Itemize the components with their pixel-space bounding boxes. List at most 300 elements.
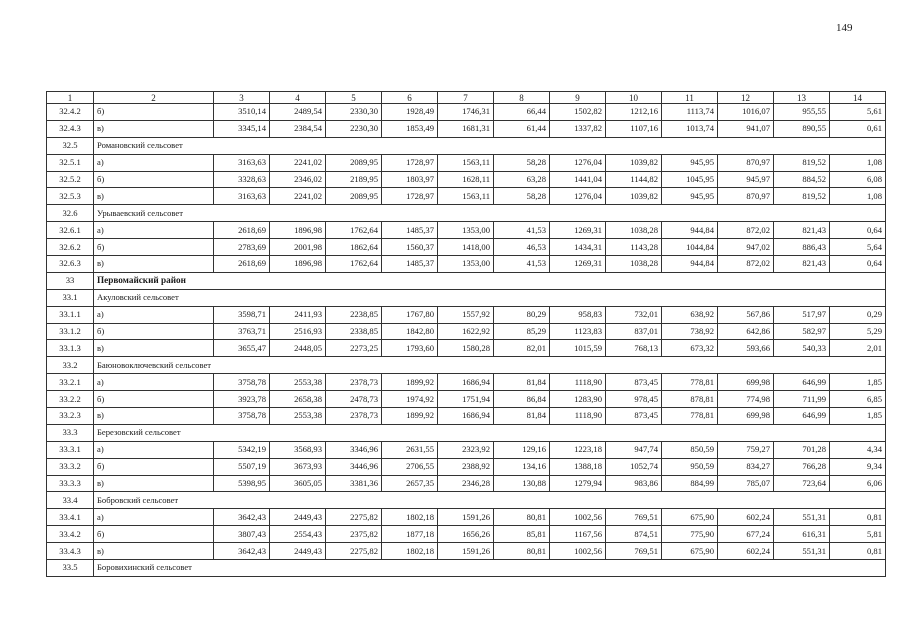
- value-cell: 6,85: [830, 391, 886, 408]
- value-cell: 870,97: [718, 188, 774, 205]
- value-cell: 1039,82: [606, 154, 662, 171]
- value-cell: 834,27: [718, 458, 774, 475]
- value-cell: 66,44: [494, 104, 550, 121]
- value-cell: 80,81: [494, 543, 550, 560]
- column-header: 7: [438, 92, 494, 104]
- table-row: [47, 526, 886, 543]
- value-cell: 738,92: [662, 323, 718, 340]
- value-cell: 711,99: [774, 391, 830, 408]
- value-cell: 1485,37: [382, 256, 438, 273]
- value-cell: 2001,98: [270, 239, 326, 256]
- value-cell: 3446,96: [326, 458, 382, 475]
- value-cell: 1434,31: [550, 239, 606, 256]
- value-cell: 517,97: [774, 306, 830, 323]
- value-cell: 642,86: [718, 323, 774, 340]
- table-row: [47, 239, 886, 256]
- value-cell: 759,27: [718, 441, 774, 458]
- value-cell: 890,55: [774, 120, 830, 137]
- value-cell: 1746,31: [438, 104, 494, 121]
- row-code: 33.2.3: [47, 408, 94, 425]
- value-cell: 1039,82: [606, 188, 662, 205]
- value-cell: 602,24: [718, 509, 774, 526]
- value-cell: 582,97: [774, 323, 830, 340]
- value-cell: 785,07: [718, 475, 774, 492]
- table-header-row: [47, 92, 886, 104]
- row-variant: в): [94, 475, 214, 492]
- value-cell: 2384,54: [270, 120, 326, 137]
- value-cell: 886,43: [774, 239, 830, 256]
- tariff-table: [46, 91, 886, 577]
- value-cell: 2241,02: [270, 154, 326, 171]
- value-cell: 819,52: [774, 154, 830, 171]
- table-row: [47, 340, 886, 357]
- column-header: 13: [774, 92, 830, 104]
- value-cell: 5,81: [830, 526, 886, 543]
- value-cell: 3598,71: [214, 306, 270, 323]
- value-cell: 593,66: [718, 340, 774, 357]
- value-cell: 6,06: [830, 475, 886, 492]
- value-cell: 1,85: [830, 408, 886, 425]
- row-variant: б): [94, 526, 214, 543]
- value-cell: 1441,04: [550, 171, 606, 188]
- table-row: [47, 441, 886, 458]
- value-cell: 873,45: [606, 374, 662, 391]
- value-cell: 5,29: [830, 323, 886, 340]
- value-cell: 837,01: [606, 323, 662, 340]
- value-cell: 1485,37: [382, 222, 438, 239]
- value-cell: 1802,18: [382, 509, 438, 526]
- value-cell: 944,84: [662, 256, 718, 273]
- value-cell: 5507,19: [214, 458, 270, 475]
- value-cell: 2273,25: [326, 340, 382, 357]
- value-cell: 872,02: [718, 222, 774, 239]
- value-cell: 1928,49: [382, 104, 438, 121]
- value-cell: 1803,97: [382, 171, 438, 188]
- value-cell: 1143,28: [606, 239, 662, 256]
- value-cell: 768,13: [606, 340, 662, 357]
- row-code: 33.5: [47, 560, 94, 577]
- value-cell: 2478,73: [326, 391, 382, 408]
- value-cell: 1269,31: [550, 222, 606, 239]
- value-cell: 2089,95: [326, 154, 382, 171]
- section-title: Акуловский сельсовет: [94, 289, 886, 306]
- value-cell: 1557,92: [438, 306, 494, 323]
- value-cell: 1038,28: [606, 222, 662, 239]
- value-cell: 3163,63: [214, 188, 270, 205]
- value-cell: 9,34: [830, 458, 886, 475]
- district-heading-row: [47, 272, 886, 289]
- section-title: Баюновоключевский сельсовет: [94, 357, 886, 374]
- row-code: 33.4: [47, 492, 94, 509]
- value-cell: 616,31: [774, 526, 830, 543]
- table-row: [47, 222, 886, 239]
- value-cell: 85,29: [494, 323, 550, 340]
- table-row: [47, 306, 886, 323]
- value-cell: 129,16: [494, 441, 550, 458]
- value-cell: 1016,07: [718, 104, 774, 121]
- value-cell: 1762,64: [326, 256, 382, 273]
- value-cell: 2388,92: [438, 458, 494, 475]
- value-cell: 2189,95: [326, 171, 382, 188]
- value-cell: 1656,26: [438, 526, 494, 543]
- column-header: 11: [662, 92, 718, 104]
- value-cell: 2378,73: [326, 408, 382, 425]
- value-cell: 540,33: [774, 340, 830, 357]
- row-code: 33.2.2: [47, 391, 94, 408]
- row-variant: а): [94, 154, 214, 171]
- table-row: [47, 543, 886, 560]
- value-cell: 58,28: [494, 188, 550, 205]
- row-variant: б): [94, 239, 214, 256]
- value-cell: 2230,30: [326, 120, 382, 137]
- row-variant: а): [94, 509, 214, 526]
- table-row: [47, 374, 886, 391]
- table-row: [47, 154, 886, 171]
- value-cell: 2,01: [830, 340, 886, 357]
- value-cell: 5398,95: [214, 475, 270, 492]
- section-title: Боровихинский сельсовет: [94, 560, 886, 577]
- column-header: 6: [382, 92, 438, 104]
- column-header: 2: [94, 92, 214, 104]
- value-cell: 874,51: [606, 526, 662, 543]
- row-code: 33.3.3: [47, 475, 94, 492]
- value-cell: 1751,94: [438, 391, 494, 408]
- value-cell: 602,24: [718, 543, 774, 560]
- value-cell: 1044,84: [662, 239, 718, 256]
- value-cell: 86,84: [494, 391, 550, 408]
- value-cell: 1276,04: [550, 154, 606, 171]
- value-cell: 2554,43: [270, 526, 326, 543]
- value-cell: 1842,80: [382, 323, 438, 340]
- value-cell: 2375,82: [326, 526, 382, 543]
- value-cell: 675,90: [662, 543, 718, 560]
- row-code: 32.5.3: [47, 188, 94, 205]
- row-code: 33.4.1: [47, 509, 94, 526]
- value-cell: 1269,31: [550, 256, 606, 273]
- value-cell: 0,61: [830, 120, 886, 137]
- value-cell: 2618,69: [214, 256, 270, 273]
- value-cell: 878,81: [662, 391, 718, 408]
- row-variant: в): [94, 543, 214, 560]
- row-code: 33.1.2: [47, 323, 94, 340]
- value-cell: 63,28: [494, 171, 550, 188]
- table-row: [47, 104, 886, 121]
- row-code: 33.1.1: [47, 306, 94, 323]
- row-variant: в): [94, 120, 214, 137]
- value-cell: 3642,43: [214, 509, 270, 526]
- value-cell: 2378,73: [326, 374, 382, 391]
- row-code: 32.6: [47, 205, 94, 222]
- value-cell: 778,81: [662, 374, 718, 391]
- value-cell: 732,01: [606, 306, 662, 323]
- value-cell: 769,51: [606, 543, 662, 560]
- value-cell: 0,29: [830, 306, 886, 323]
- section-row: [47, 424, 886, 441]
- value-cell: 3328,63: [214, 171, 270, 188]
- value-cell: 3345,14: [214, 120, 270, 137]
- row-code: 32.6.3: [47, 256, 94, 273]
- row-variant: в): [94, 408, 214, 425]
- section-title: Березовский сельсовет: [94, 424, 886, 441]
- value-cell: 2346,02: [270, 171, 326, 188]
- value-cell: 3381,36: [326, 475, 382, 492]
- value-cell: 941,07: [718, 120, 774, 137]
- row-code: 32.5: [47, 137, 94, 154]
- value-cell: 1896,98: [270, 222, 326, 239]
- value-cell: 677,24: [718, 526, 774, 543]
- value-cell: 1681,31: [438, 120, 494, 137]
- value-cell: 1113,74: [662, 104, 718, 121]
- row-code: 32.5.2: [47, 171, 94, 188]
- value-cell: 1,08: [830, 188, 886, 205]
- value-cell: 6,08: [830, 171, 886, 188]
- value-cell: 2338,85: [326, 323, 382, 340]
- value-cell: 1337,82: [550, 120, 606, 137]
- value-cell: 3642,43: [214, 543, 270, 560]
- value-cell: 1,85: [830, 374, 886, 391]
- value-cell: 3568,93: [270, 441, 326, 458]
- value-cell: 551,31: [774, 543, 830, 560]
- value-cell: 1223,18: [550, 441, 606, 458]
- value-cell: 2449,43: [270, 509, 326, 526]
- table-row: [47, 256, 886, 273]
- value-cell: 1388,18: [550, 458, 606, 475]
- value-cell: 2238,85: [326, 306, 382, 323]
- value-cell: 2658,38: [270, 391, 326, 408]
- column-header: 3: [214, 92, 270, 104]
- value-cell: 701,28: [774, 441, 830, 458]
- value-cell: 821,43: [774, 256, 830, 273]
- row-variant: в): [94, 188, 214, 205]
- value-cell: 1212,16: [606, 104, 662, 121]
- value-cell: 2631,55: [382, 441, 438, 458]
- value-cell: 646,99: [774, 374, 830, 391]
- value-cell: 1118,90: [550, 374, 606, 391]
- value-cell: 3763,71: [214, 323, 270, 340]
- value-cell: 2618,69: [214, 222, 270, 239]
- value-cell: 0,64: [830, 256, 886, 273]
- value-cell: 2553,38: [270, 374, 326, 391]
- value-cell: 3655,47: [214, 340, 270, 357]
- value-cell: 1038,28: [606, 256, 662, 273]
- value-cell: 2275,82: [326, 509, 382, 526]
- value-cell: 2330,30: [326, 104, 382, 121]
- value-cell: 2346,28: [438, 475, 494, 492]
- value-cell: 0,64: [830, 222, 886, 239]
- row-code: 32.5.1: [47, 154, 94, 171]
- row-variant: а): [94, 374, 214, 391]
- value-cell: 2241,02: [270, 188, 326, 205]
- value-cell: 1283,90: [550, 391, 606, 408]
- value-cell: 2323,92: [438, 441, 494, 458]
- value-cell: 3673,93: [270, 458, 326, 475]
- value-cell: 3758,78: [214, 408, 270, 425]
- value-cell: 3346,96: [326, 441, 382, 458]
- value-cell: 2089,95: [326, 188, 382, 205]
- value-cell: 766,28: [774, 458, 830, 475]
- value-cell: 1144,82: [606, 171, 662, 188]
- value-cell: 5,61: [830, 104, 886, 121]
- value-cell: 819,52: [774, 188, 830, 205]
- value-cell: 950,59: [662, 458, 718, 475]
- row-code: 33.1.3: [47, 340, 94, 357]
- row-code: 33.3.1: [47, 441, 94, 458]
- value-cell: 134,16: [494, 458, 550, 475]
- value-cell: 1628,11: [438, 171, 494, 188]
- value-cell: 3510,14: [214, 104, 270, 121]
- column-header: 9: [550, 92, 606, 104]
- value-cell: 2553,38: [270, 408, 326, 425]
- value-cell: 699,98: [718, 408, 774, 425]
- row-code: 33.3.2: [47, 458, 94, 475]
- value-cell: 1,08: [830, 154, 886, 171]
- table-row: [47, 323, 886, 340]
- value-cell: 673,32: [662, 340, 718, 357]
- column-header: 14: [830, 92, 886, 104]
- value-cell: 1899,92: [382, 374, 438, 391]
- value-cell: 81,84: [494, 374, 550, 391]
- value-cell: 2411,93: [270, 306, 326, 323]
- table-row: [47, 391, 886, 408]
- value-cell: 1118,90: [550, 408, 606, 425]
- table-row: [47, 458, 886, 475]
- value-cell: 1107,16: [606, 120, 662, 137]
- page-number: 149: [836, 22, 853, 34]
- value-cell: 1353,00: [438, 222, 494, 239]
- row-variant: а): [94, 306, 214, 323]
- value-cell: 983,86: [606, 475, 662, 492]
- value-cell: 1580,28: [438, 340, 494, 357]
- row-variant: б): [94, 104, 214, 121]
- table-row: [47, 509, 886, 526]
- section-title: Урываевский сельсовет: [94, 205, 886, 222]
- value-cell: 1045,95: [662, 171, 718, 188]
- row-variant: б): [94, 391, 214, 408]
- value-cell: 0,81: [830, 543, 886, 560]
- value-cell: 1123,83: [550, 323, 606, 340]
- value-cell: 1276,04: [550, 188, 606, 205]
- value-cell: 4,34: [830, 441, 886, 458]
- row-code: 32.4.2: [47, 104, 94, 121]
- row-code: 33.4.2: [47, 526, 94, 543]
- value-cell: 850,59: [662, 441, 718, 458]
- value-cell: 1591,26: [438, 543, 494, 560]
- value-cell: 1767,80: [382, 306, 438, 323]
- value-cell: 5342,19: [214, 441, 270, 458]
- value-cell: 945,95: [662, 154, 718, 171]
- value-cell: 638,92: [662, 306, 718, 323]
- value-cell: 873,45: [606, 408, 662, 425]
- value-cell: 2449,43: [270, 543, 326, 560]
- value-cell: 884,52: [774, 171, 830, 188]
- value-cell: 5,64: [830, 239, 886, 256]
- value-cell: 1353,00: [438, 256, 494, 273]
- value-cell: 1974,92: [382, 391, 438, 408]
- column-header: 12: [718, 92, 774, 104]
- value-cell: 1002,56: [550, 543, 606, 560]
- value-cell: 699,98: [718, 374, 774, 391]
- value-cell: 723,64: [774, 475, 830, 492]
- value-cell: 1622,92: [438, 323, 494, 340]
- value-cell: 1015,59: [550, 340, 606, 357]
- value-cell: 1563,11: [438, 154, 494, 171]
- value-cell: 769,51: [606, 509, 662, 526]
- table-row: [47, 171, 886, 188]
- column-header: 1: [47, 92, 94, 104]
- row-code: 33.4.3: [47, 543, 94, 560]
- section-title: Бобровский сельсовет: [94, 492, 886, 509]
- row-code: 33.2: [47, 357, 94, 374]
- value-cell: 821,43: [774, 222, 830, 239]
- value-cell: 2516,93: [270, 323, 326, 340]
- value-cell: 1762,64: [326, 222, 382, 239]
- value-cell: 958,83: [550, 306, 606, 323]
- value-cell: 1793,60: [382, 340, 438, 357]
- value-cell: 3923,78: [214, 391, 270, 408]
- value-cell: 81,84: [494, 408, 550, 425]
- section-row: [47, 205, 886, 222]
- value-cell: 41,53: [494, 222, 550, 239]
- value-cell: 130,88: [494, 475, 550, 492]
- row-code: 33.3: [47, 424, 94, 441]
- value-cell: 1853,49: [382, 120, 438, 137]
- value-cell: 646,99: [774, 408, 830, 425]
- value-cell: 41,53: [494, 256, 550, 273]
- value-cell: 2657,35: [382, 475, 438, 492]
- column-header: 10: [606, 92, 662, 104]
- value-cell: 675,90: [662, 509, 718, 526]
- value-cell: 1279,94: [550, 475, 606, 492]
- value-cell: 1013,74: [662, 120, 718, 137]
- table-row: [47, 120, 886, 137]
- section-row: [47, 492, 886, 509]
- value-cell: 1862,64: [326, 239, 382, 256]
- value-cell: 1563,11: [438, 188, 494, 205]
- value-cell: 1686,94: [438, 374, 494, 391]
- value-cell: 1728,97: [382, 188, 438, 205]
- value-cell: 1052,74: [606, 458, 662, 475]
- row-variant: в): [94, 340, 214, 357]
- value-cell: 872,02: [718, 256, 774, 273]
- value-cell: 884,99: [662, 475, 718, 492]
- value-cell: 0,81: [830, 509, 886, 526]
- value-cell: 1560,37: [382, 239, 438, 256]
- value-cell: 3605,05: [270, 475, 326, 492]
- row-code: 33: [47, 272, 94, 289]
- column-header: 5: [326, 92, 382, 104]
- section-row: [47, 560, 886, 577]
- row-code: 32.6.2: [47, 239, 94, 256]
- section-title: Романовский сельсовет: [94, 137, 886, 154]
- value-cell: 1802,18: [382, 543, 438, 560]
- value-cell: 774,98: [718, 391, 774, 408]
- value-cell: 551,31: [774, 509, 830, 526]
- section-row: [47, 137, 886, 154]
- value-cell: 1591,26: [438, 509, 494, 526]
- value-cell: 82,01: [494, 340, 550, 357]
- row-code: 32.6.1: [47, 222, 94, 239]
- value-cell: 1167,56: [550, 526, 606, 543]
- value-cell: 947,02: [718, 239, 774, 256]
- value-cell: 85,81: [494, 526, 550, 543]
- value-cell: 3758,78: [214, 374, 270, 391]
- value-cell: 955,55: [774, 104, 830, 121]
- row-variant: в): [94, 256, 214, 273]
- value-cell: 61,44: [494, 120, 550, 137]
- value-cell: 778,81: [662, 408, 718, 425]
- row-code: 32.4.3: [47, 120, 94, 137]
- value-cell: 775,90: [662, 526, 718, 543]
